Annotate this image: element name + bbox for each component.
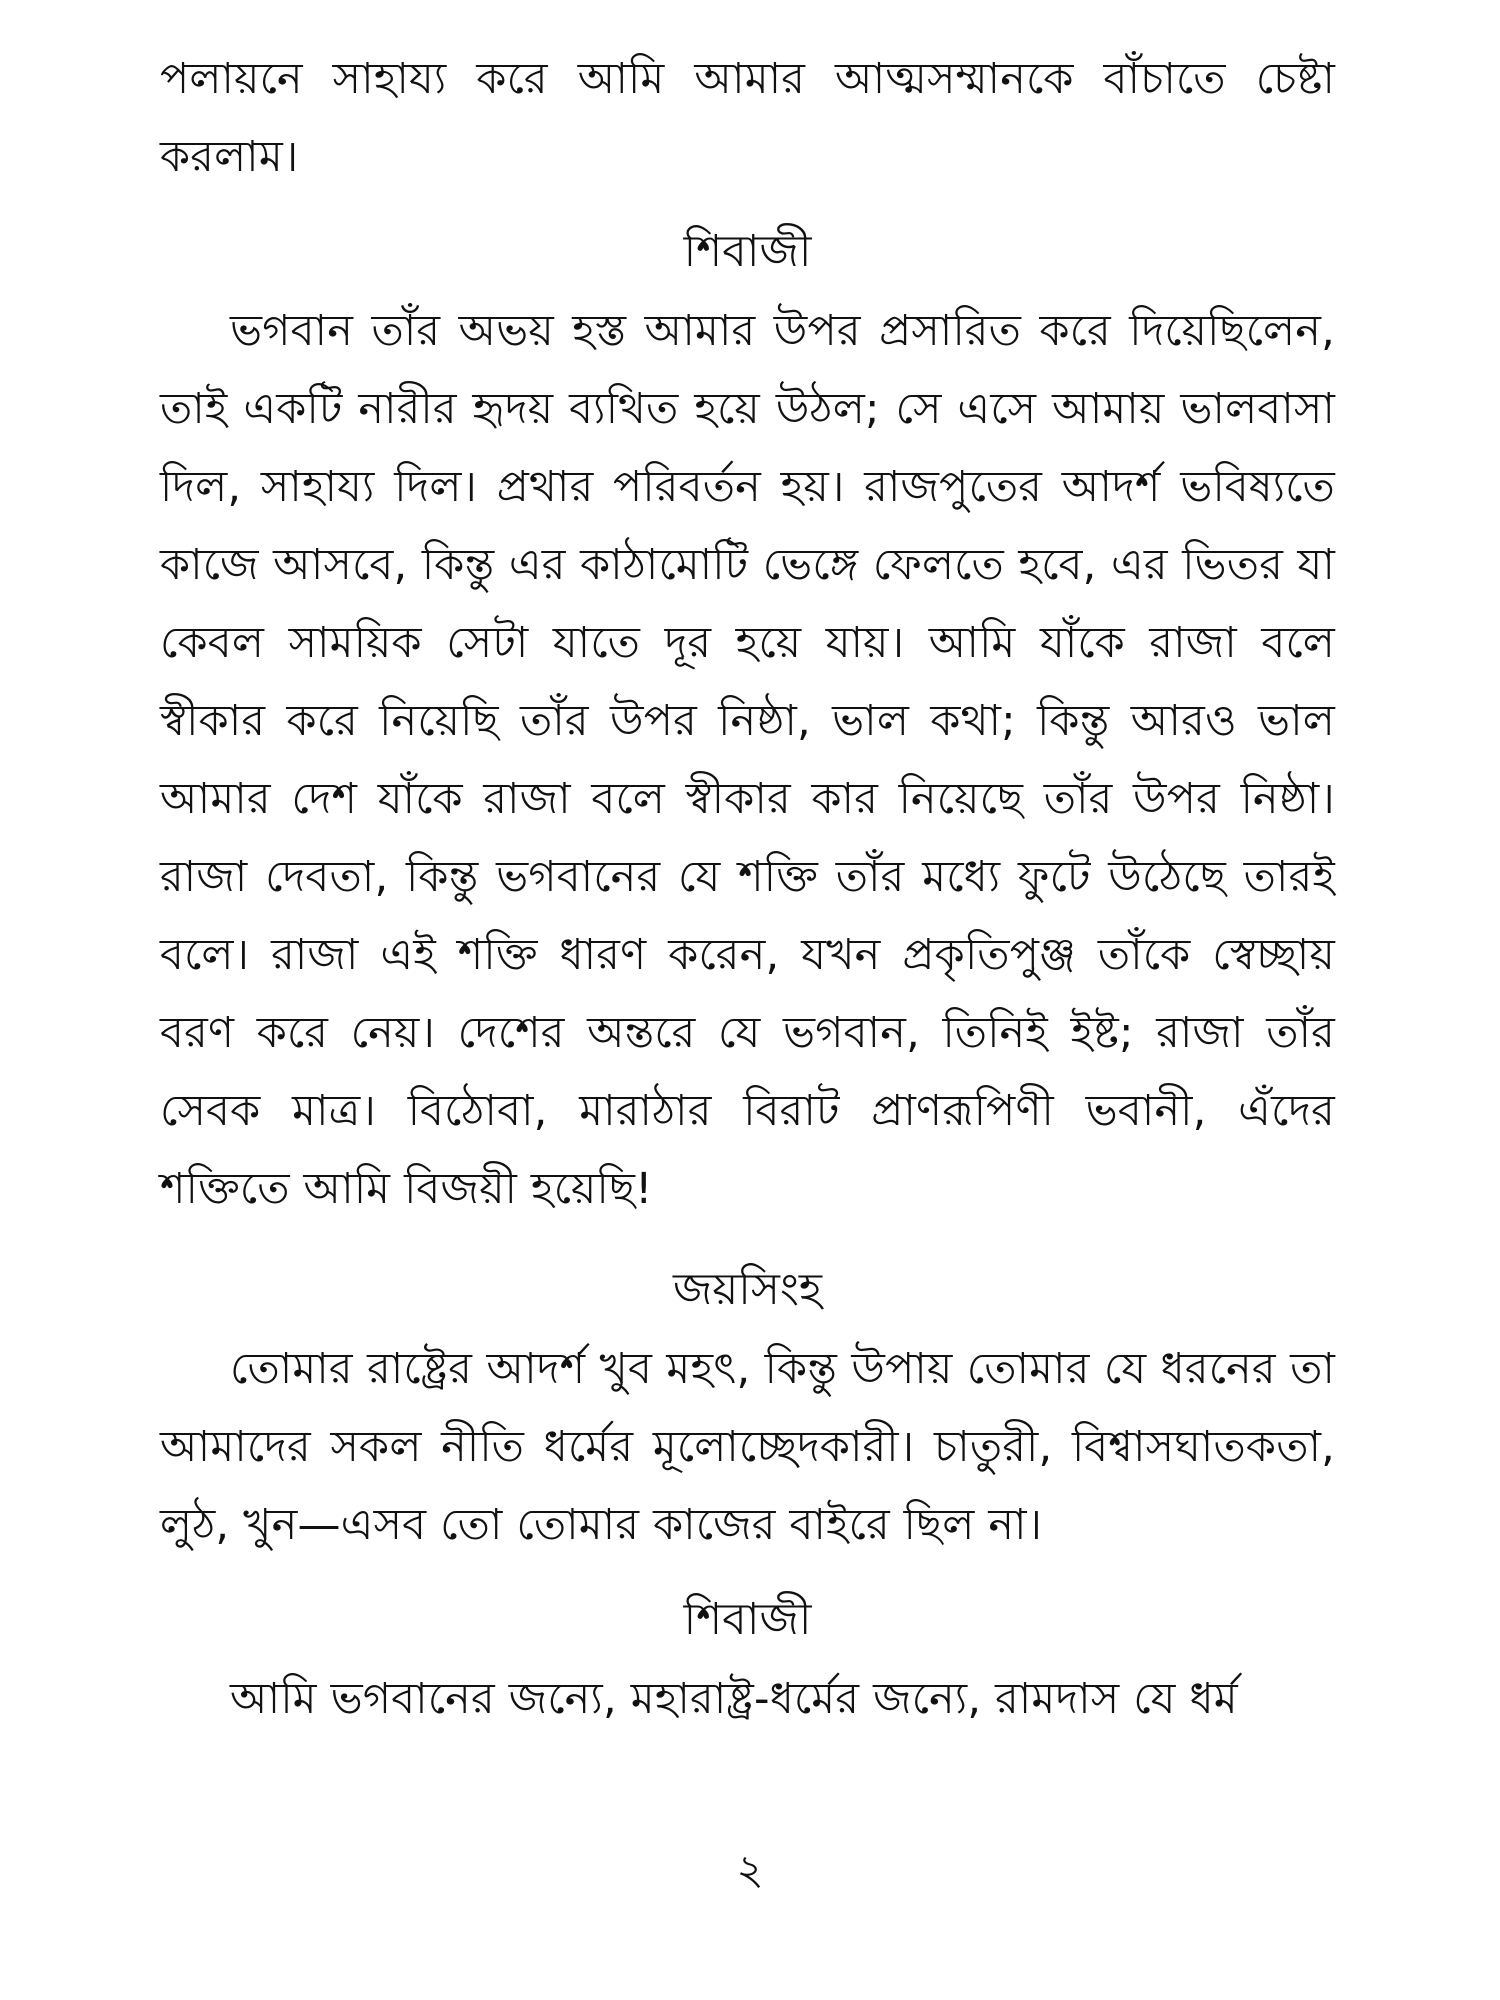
paragraph-jaysingh-speech: তোমার রাষ্ট্রের আদর্শ খুব মহৎ, কিন্তু উপায় তোমার যে ধরনের তা আমাদের সকল নীতি ধর্মের মূলোচ্ছেদকারী। চাতুরী, বিশ্বাসঘাতকতা, লুঠ, খুন—এসব তো তোমার কাজের বাইরে ছিল না। — [160, 1344, 1335, 1550]
spacer — [160, 196, 1335, 212]
spacer — [160, 1228, 1335, 1250]
paragraph-shivaji-reply: আমি ভগবানের জন্যে, মহারাষ্ট্র-ধর্মের জন্যে, রামদাস যে ধর্ম — [230, 1674, 1238, 1724]
speaker-heading-shivaji-1: শিবাজী — [683, 226, 812, 277]
page-number: ২ — [736, 1845, 764, 1894]
speaker-heading-jaysingh: জয়সিংহ — [673, 1264, 822, 1315]
document-page — [160, 40, 1335, 1940]
paragraph-shivaji-speech: ভগবান তাঁর অভয় হস্ত আমার উপর প্রসারিত করে দিয়েছিলেন, তাই একটি নারীর হৃদয় ব্যথিত হয়ে উঠল; সে এসে আমায় ভালবাসা দিল, সাহায্য দিল। প্রথার পরিবর্তন হয়। রাজপুতের আদর্শ ভবিষ্যতে কাজে আসবে, কিন্তু এর কাঠামোটি ভেঙ্গে ফেলতে হবে, এর ভিতর যা কেবল সাময়িক সেটা যাতে দূর হয়ে যায়। আমি যাঁকে রাজা বলে স্বীকার করে নিয়েছি তাঁর উপর নিষ্ঠা, ভাল কথা; কিন্তু আরও ভাল আমার দেশ যাঁকে রাজা বলে স্বীকার কার নিয়েছে তাঁর উপর নিষ্ঠা। রাজা দেবতা, কিন্তু ভগবানের যে শক্তি তাঁর মধ্যে ফুটে উঠেছে তারই বলে। রাজা এই শক্তি ধারণ করেন, যখন প্রকৃতিপুঞ্জ তাঁকে স্বেচ্ছায় বরণ করে নেয়। দেশের অন্তরে যে ভগবান, তিনিই ইষ্ট; রাজা তাঁর সেবক মাত্র। বিঠোবা, মারাঠার বিরাট প্রাণরূপিণী ভবানী, এঁদের শক্তিতে আমি বিজয়ী হয়েছি! — [160, 306, 1335, 1214]
speaker-heading-shivaji-2: শিবাজী — [683, 1594, 812, 1645]
paragraph-opening: পলায়নে সাহায্য করে আমি আমার আত্মসম্মানকে বাঁচাতে চেষ্টা করলাম। — [160, 54, 1335, 182]
spacer — [160, 1564, 1335, 1580]
